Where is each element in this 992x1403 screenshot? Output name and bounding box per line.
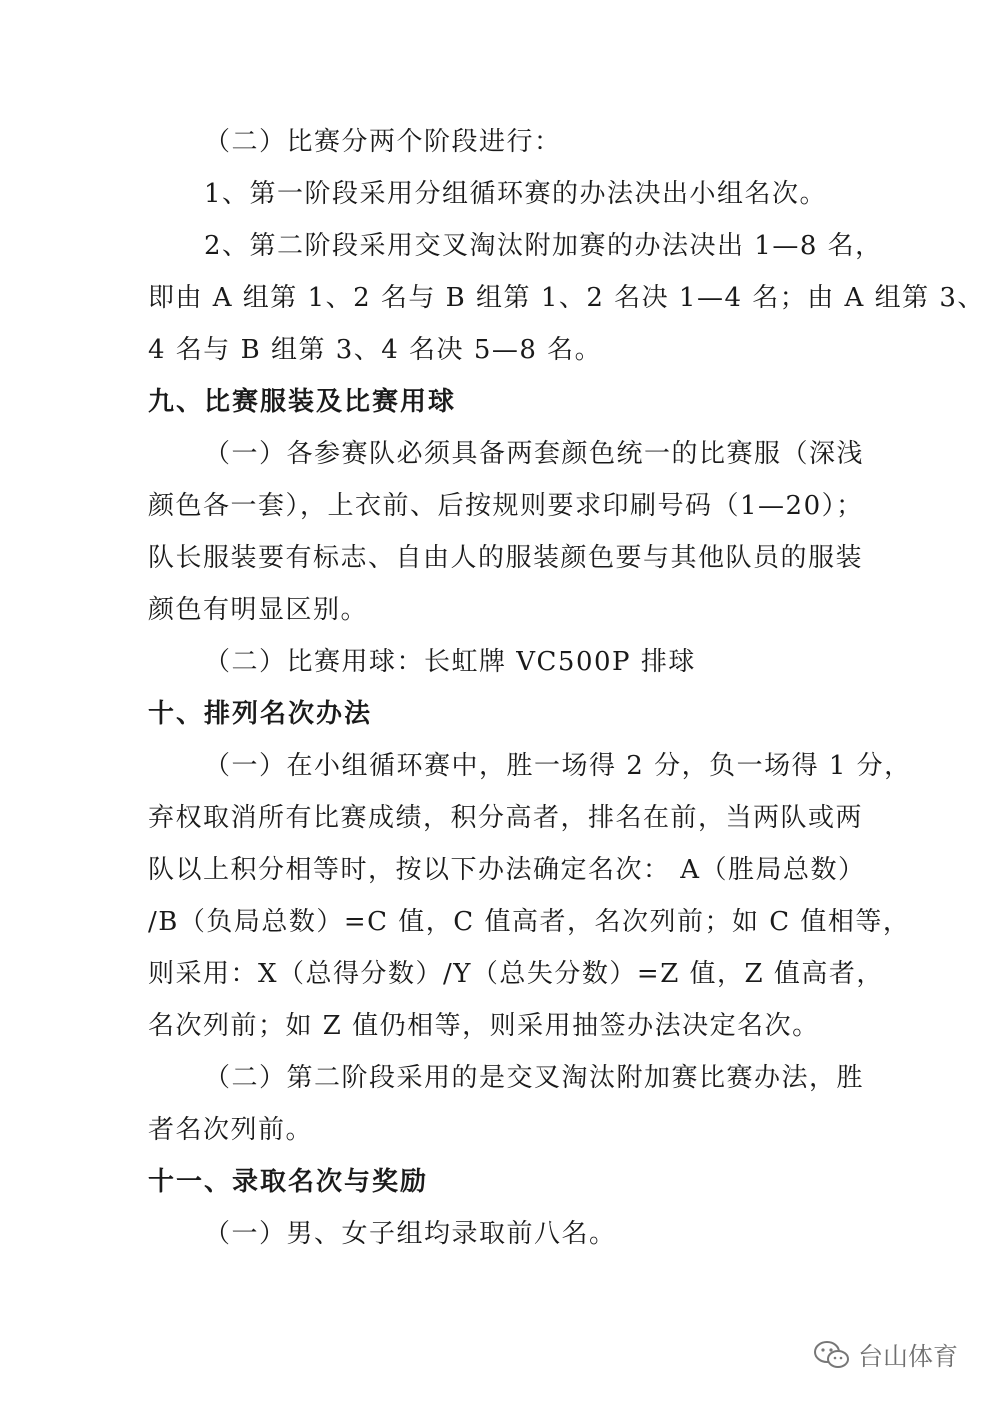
paragraph-line: 即由 A 组第 1、2 名与 B 组第 1、2 名决 1—4 名；由 A 组第 3、 bbox=[148, 283, 985, 313]
paragraph-line: （一）男、女子组均录取前八名。 bbox=[204, 1219, 617, 1249]
paragraph-line: 2、第二阶段采用交叉淘汰附加赛的办法决出 1—8 名， bbox=[204, 231, 883, 261]
paragraph-line: 队长服装要有标志、自由人的服装颜色要与其他队员的服装 bbox=[148, 543, 864, 573]
paragraph-line: （二）第二阶段采用的是交叉淘汰附加赛比赛办法，胜 bbox=[204, 1063, 865, 1093]
paragraph-line: 则采用：X（总得分数）/Y（总失分数）=Z 值，Z 值高者， bbox=[148, 959, 884, 989]
section-heading: 十、排列名次办法 bbox=[148, 699, 373, 729]
source-watermark bbox=[812, 1337, 958, 1373]
paragraph-line: （二）比赛用球：长虹牌 VC500P 排球 bbox=[204, 647, 696, 677]
document-body bbox=[148, 116, 985, 1260]
paragraph-line: 4 名与 B 组第 3、4 名决 5—8 名。 bbox=[148, 335, 603, 365]
paragraph-line: 1、第一阶段采用分组循环赛的办法决出小组名次。 bbox=[204, 179, 828, 209]
paragraph-line: /B（负局总数）=C 值，C 值高者，名次列前；如 C 值相等， bbox=[148, 907, 911, 937]
paragraph-line: 弃权取消所有比赛成绩，积分高者，排名在前，当两队或两 bbox=[148, 803, 864, 833]
section-heading: 十一、录取名次与奖励 bbox=[148, 1167, 429, 1197]
wechat-icon bbox=[812, 1339, 850, 1371]
paragraph-line: 队以上积分相等时，按以下办法确定名次： A（胜局总数） bbox=[148, 855, 866, 885]
paragraph-line: （一）在小组循环赛中，胜一场得 2 分，负一场得 1 分， bbox=[204, 751, 912, 781]
paragraph-line: （二）比赛分两个阶段进行： bbox=[204, 127, 562, 157]
paragraph-line: （一）各参赛队必须具备两套颜色统一的比赛服（深浅 bbox=[204, 439, 865, 469]
paragraph-line: 名次列前；如 Z 值仍相等，则采用抽签办法决定名次。 bbox=[148, 1011, 820, 1041]
paragraph-line: 颜色有明显区别。 bbox=[148, 595, 369, 625]
paragraph-line: 颜色各一套），上衣前、后按规则要求印刷号码（1—20）； bbox=[148, 491, 864, 521]
section-heading: 九、比赛服装及比赛用球 bbox=[148, 387, 457, 417]
paragraph-line: 者名次列前。 bbox=[148, 1115, 314, 1145]
watermark-text: 台山体育 bbox=[857, 1342, 958, 1371]
